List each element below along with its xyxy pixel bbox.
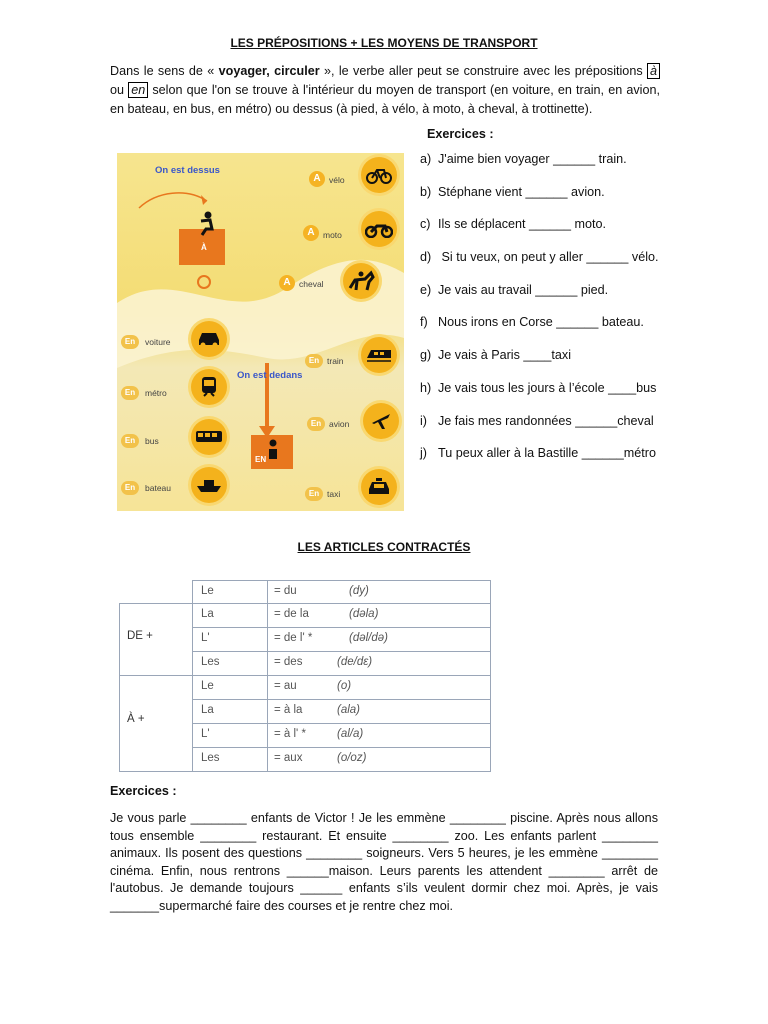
horse-icon [343, 263, 379, 299]
a-badge: A [279, 275, 295, 291]
a-badge: A [303, 225, 319, 241]
boat-icon [191, 467, 227, 503]
table-border [119, 675, 491, 676]
rotate-icon [197, 275, 211, 289]
section-title: LES ARTICLES CONTRACTÉS [297, 540, 471, 554]
table-cell-result: = du [274, 585, 297, 597]
table-cell-result: = de l' * [274, 632, 313, 644]
table-cell-article: La [201, 608, 214, 620]
intro-paragraph: Dans le sens de « voyager, circuler », le verbe aller peut se construire avec les prépositions à ou en selon que l'on se trouve à l'intérieur du moyen de transport (en voiture, en train, en avion, en bateau, en bus, en métro) ou dessus (à pied, à vélo, à moto, à cheval, à trottinette). [110, 64, 660, 116]
table-cell-phonetic: (de/dɛ) [337, 656, 373, 668]
group-a: À + [127, 713, 145, 725]
exercise-item: i) Je fais mes randonnées ______cheval [420, 413, 654, 428]
en-badge: En [305, 487, 323, 501]
table-cell-article: Les [201, 752, 220, 764]
table-border [192, 580, 193, 771]
label-voiture: voiture [145, 337, 171, 347]
taxi-icon [361, 469, 397, 505]
table-border [119, 603, 193, 604]
table-cell-result: = à l' * [274, 728, 306, 740]
label-metro: métro [145, 388, 167, 398]
exercise-item: c) Ils se déplacent ______ moto. [420, 217, 607, 232]
table-cell-phonetic: (o) [337, 680, 352, 692]
intro-bold: voyager, circuler [218, 64, 320, 78]
label-taxi: taxi [327, 489, 341, 499]
table-cell-result: = des [274, 656, 303, 668]
person-on-top-icon [195, 211, 217, 237]
exercise-item: g) Je vais à Paris ____taxi [420, 348, 572, 363]
bottom-zone-label: On est dedans [237, 370, 303, 381]
table-border [192, 747, 491, 748]
label-moto: moto [323, 230, 342, 240]
table-border [192, 723, 491, 724]
bus-icon [191, 419, 227, 455]
table-border [192, 627, 491, 628]
exercise-item: e) Je vais au travail ______ pied. [420, 282, 609, 297]
car-icon [191, 321, 227, 357]
motorcycle-icon [361, 211, 397, 247]
exercise-item: j) Tu peux aller à la Bastille ______métro [420, 446, 656, 461]
table-cell-article: L' [201, 632, 210, 644]
transport-illustration [117, 153, 404, 511]
top-zone-label: On est dessus [155, 165, 220, 176]
exercise-paragraph: Je vous parle ________ enfants de Victor ! Je les emmène ________ piscine. Après nous allons tous ensemble ________ restaurant. Et ensuite ________ zoo. Les enfants parlent ________ animaux. Ils posent des questions ________ soigneurs. Vers 5 heures, je les emmène ________ cinéma. Enfin, nous rentrons ______maison. Leurs parents les attendent ________ arrêt de l'autobus. Je demande toujours ______ enfants s’ils veulent dormir chez moi. Après, je vais _______supermarché faire des courses et je rentre chez moi. [110, 811, 658, 913]
table-cell-phonetic: (dəl/də) [349, 632, 388, 644]
label-train: train [327, 356, 344, 366]
table-cell-phonetic: (dəla) [349, 608, 379, 620]
en-badge: En [121, 434, 139, 448]
label-bateau: bateau [145, 483, 171, 493]
exercise-item: b) Stéphane vient ______ avion. [420, 184, 605, 199]
plane-icon [363, 403, 399, 439]
label-cheval: cheval [299, 279, 324, 289]
en-badge: En [121, 386, 139, 400]
en-badge: En [307, 417, 325, 431]
table-border [192, 603, 491, 604]
label-avion: avion [329, 419, 350, 429]
table-cell-phonetic: (ala) [337, 704, 361, 716]
prep-en-box: en [128, 82, 148, 98]
table-border [192, 651, 491, 652]
table-border [119, 771, 491, 772]
exercise-item: h) Je vais tous les jours à l’école ____bus [420, 380, 657, 395]
exercise-item: a) J'aime bien voyager ______ train. [420, 152, 627, 166]
exercises-heading: Exercices : [427, 127, 494, 141]
table-cell-result: = de la [274, 608, 309, 620]
table-cell-result: = aux [274, 752, 303, 764]
contracted-articles-table [119, 577, 491, 773]
table-cell-result: = au [274, 680, 297, 692]
bicycle-icon [361, 157, 397, 193]
label-bus: bus [145, 436, 159, 446]
table-cell-phonetic: (o/oz) [337, 752, 367, 764]
exercise-item: f) Nous irons en Corse ______ bateau. [420, 315, 644, 330]
table-cell-result: = à la [274, 704, 303, 716]
table-cell-article: Le [201, 680, 214, 692]
person-inside-icon [265, 439, 281, 463]
exercise-item: d) Si tu veux, on peut y aller ______ vélo. [420, 250, 659, 265]
box-a: À [179, 229, 225, 265]
a-badge: A [309, 171, 325, 187]
table-cell-article: La [201, 704, 214, 716]
table-border [192, 699, 491, 700]
exercises2-heading: Exercices : [110, 784, 177, 798]
table-cell-phonetic: (dy) [349, 585, 369, 597]
en-badge: En [121, 335, 139, 349]
table-cell-phonetic: (al/a) [337, 728, 364, 740]
table-cell-article: L' [201, 728, 210, 740]
prep-a-box: à [647, 63, 660, 79]
train-icon [361, 337, 397, 373]
label-velo: vélo [329, 175, 345, 185]
page-title: LES PRÉPOSITIONS + LES MOYENS DE TRANSPORT [230, 36, 538, 50]
metro-icon [191, 369, 227, 405]
table-border [119, 603, 120, 771]
table-border [192, 580, 491, 581]
box-en: EN [251, 435, 293, 469]
table-cell-article: Le [201, 585, 214, 597]
group-de: DE + [127, 630, 153, 642]
table-border [267, 580, 268, 771]
en-badge: En [305, 354, 323, 368]
table-border [490, 580, 491, 771]
en-badge: En [121, 481, 139, 495]
exercise-list [420, 152, 720, 479]
table-cell-article: Les [201, 656, 220, 668]
